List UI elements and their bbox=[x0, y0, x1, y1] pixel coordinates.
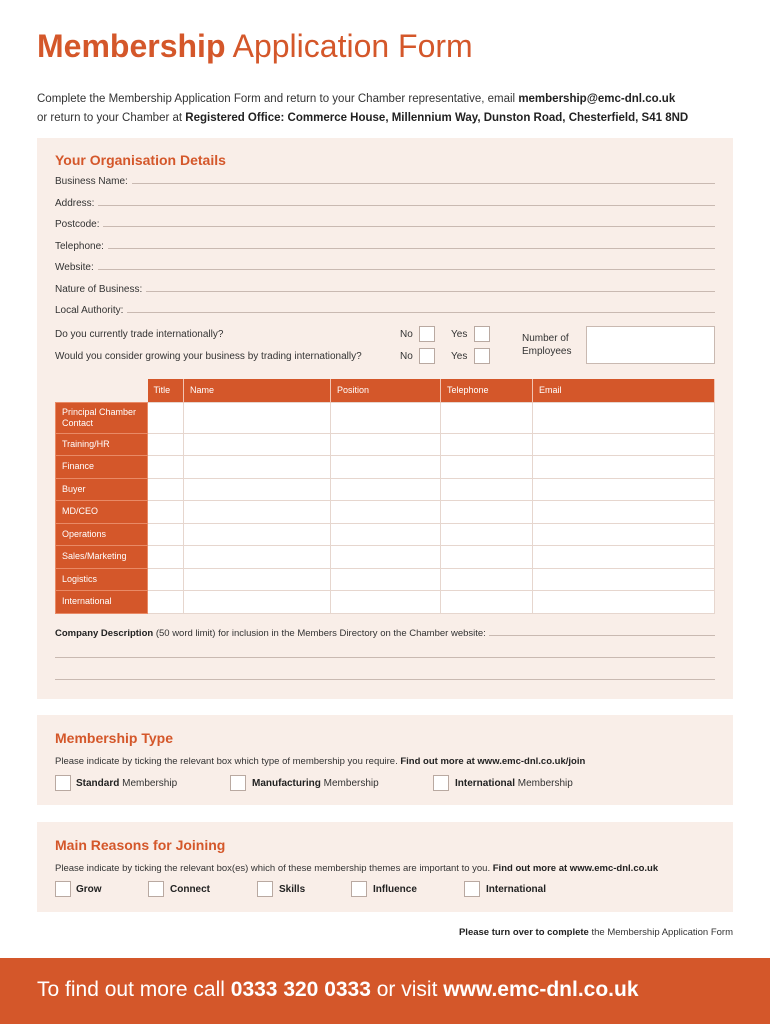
grow-checkbox[interactable] bbox=[55, 881, 71, 897]
company-description-rest: (50 word limit) for inclusion in the Members Directory on the Chamber website: bbox=[153, 628, 486, 639]
telephone-field[interactable] bbox=[55, 241, 715, 252]
company-description-line-3[interactable] bbox=[55, 679, 715, 680]
website-line[interactable] bbox=[98, 269, 715, 270]
standard-membership-checkbox[interactable] bbox=[55, 775, 71, 791]
company-description-line-2[interactable] bbox=[55, 657, 715, 658]
email-cell[interactable] bbox=[533, 456, 715, 479]
column-email: Email bbox=[533, 379, 715, 402]
manufacturing-membership-rest: Membership bbox=[320, 778, 379, 789]
q1-no-checkbox[interactable] bbox=[419, 326, 435, 342]
position-cell[interactable] bbox=[331, 478, 441, 501]
table-row bbox=[56, 546, 715, 569]
email-cell[interactable] bbox=[533, 568, 715, 591]
row-label: Sales/Marketing bbox=[56, 546, 148, 569]
connect-label bbox=[170, 884, 210, 895]
position-cell[interactable] bbox=[331, 402, 441, 433]
membership-join-link[interactable]: Find out more at www.emc-dnl.co.uk/join bbox=[400, 756, 586, 767]
local-authority-field[interactable] bbox=[55, 305, 715, 316]
turn-over-bold: Please turn over to complete bbox=[458, 927, 589, 938]
address-label: Address: bbox=[55, 198, 95, 209]
footer-website-link[interactable]: www.emc-dnl.co.uk bbox=[443, 978, 639, 1001]
nature-of-business-field[interactable] bbox=[55, 284, 715, 295]
email-cell[interactable] bbox=[533, 501, 715, 524]
email-cell[interactable] bbox=[533, 591, 715, 614]
email-cell[interactable] bbox=[533, 546, 715, 569]
position-cell[interactable] bbox=[331, 456, 441, 479]
address-field[interactable] bbox=[55, 198, 715, 209]
membership-type-panel bbox=[37, 715, 733, 805]
business-name-field[interactable] bbox=[55, 176, 715, 187]
column-telephone: Telephone bbox=[441, 379, 533, 402]
telephone-cell[interactable] bbox=[441, 523, 533, 546]
intro-address: Registered Office: Commerce House, Millennium Way, Dunston Road, Chesterfield, S41 8ND bbox=[185, 112, 689, 124]
telephone-label: Telephone: bbox=[55, 241, 104, 252]
email-cell[interactable] bbox=[533, 402, 715, 433]
number-of-employees-label: Number of Employees bbox=[522, 333, 572, 357]
footer-banner bbox=[0, 958, 770, 1024]
table-row bbox=[56, 591, 715, 614]
title-cell[interactable] bbox=[148, 433, 184, 456]
company-description-bold: Company Description bbox=[55, 628, 154, 639]
title-cell[interactable] bbox=[148, 456, 184, 479]
page-title-light: Application Form bbox=[232, 28, 473, 64]
business-name-label: Business Name: bbox=[55, 176, 128, 187]
organisation-heading: Your Organisation Details bbox=[55, 152, 226, 168]
company-description-line-1[interactable] bbox=[489, 635, 715, 636]
standard-membership-label bbox=[76, 778, 177, 789]
grow-label-text: Grow bbox=[76, 884, 102, 895]
header-spacer bbox=[56, 379, 148, 402]
title-cell[interactable] bbox=[148, 478, 184, 501]
telephone-line[interactable] bbox=[108, 248, 715, 249]
page-title-bold: Membership bbox=[37, 28, 226, 64]
q1-yes-checkbox[interactable] bbox=[474, 326, 490, 342]
standard-membership-rest: Membership bbox=[119, 778, 178, 789]
nature-of-business-label: Nature of Business: bbox=[55, 284, 143, 295]
telephone-cell[interactable] bbox=[441, 501, 533, 524]
q1-yes-label: Yes bbox=[451, 329, 468, 340]
name-cell[interactable] bbox=[184, 568, 331, 591]
title-cell[interactable] bbox=[148, 523, 184, 546]
postcode-line[interactable] bbox=[103, 226, 715, 227]
q1-no-label: No bbox=[400, 329, 413, 340]
reasons-note bbox=[55, 863, 658, 874]
business-name-line[interactable] bbox=[132, 183, 715, 184]
row-label: MD/CEO bbox=[56, 501, 148, 524]
company-description-field[interactable] bbox=[55, 628, 715, 639]
q2-yes-label: Yes bbox=[451, 351, 468, 362]
connect-label-text: Connect bbox=[170, 884, 210, 895]
skills-label bbox=[279, 884, 305, 895]
telephone-cell[interactable] bbox=[441, 591, 533, 614]
row-label: Principal Chamber Contact bbox=[56, 402, 148, 433]
telephone-cell[interactable] bbox=[441, 478, 533, 501]
turn-over-note bbox=[459, 927, 733, 938]
table-row bbox=[56, 433, 715, 456]
footer-phone[interactable]: 0333 320 0333 bbox=[230, 978, 371, 1001]
position-cell[interactable] bbox=[331, 591, 441, 614]
q2-yes-checkbox[interactable] bbox=[474, 348, 490, 364]
influence-checkbox[interactable] bbox=[351, 881, 367, 897]
table-row bbox=[56, 501, 715, 524]
email-cell[interactable] bbox=[533, 523, 715, 546]
name-cell[interactable] bbox=[184, 546, 331, 569]
standard-membership-bold: Standard bbox=[76, 778, 120, 789]
international-membership-label bbox=[455, 778, 573, 789]
connect-checkbox[interactable] bbox=[148, 881, 164, 897]
row-label: Operations bbox=[56, 523, 148, 546]
international-membership-rest: Membership bbox=[515, 778, 573, 789]
title-cell[interactable] bbox=[148, 591, 184, 614]
contacts-table bbox=[55, 379, 715, 614]
website-label: Website: bbox=[55, 262, 94, 273]
international-membership-checkbox[interactable] bbox=[433, 775, 449, 791]
name-cell[interactable] bbox=[184, 402, 331, 433]
membership-type-heading: Membership Type bbox=[55, 730, 173, 746]
telephone-cell[interactable] bbox=[441, 433, 533, 456]
row-label: International bbox=[56, 591, 148, 614]
position-cell[interactable] bbox=[331, 501, 441, 524]
international-membership-bold: International bbox=[455, 778, 516, 789]
grow-internationally-question: Would you consider growing your business by trading internationally? bbox=[55, 351, 362, 362]
intro-line2: or return to your Chamber at bbox=[37, 112, 186, 124]
manufacturing-membership-checkbox[interactable] bbox=[230, 775, 246, 791]
name-cell[interactable] bbox=[184, 591, 331, 614]
title-cell[interactable] bbox=[148, 402, 184, 433]
international-checkbox[interactable] bbox=[464, 881, 480, 897]
row-label: Logistics bbox=[56, 568, 148, 591]
name-cell[interactable] bbox=[184, 456, 331, 479]
name-cell[interactable] bbox=[184, 433, 331, 456]
website-field[interactable] bbox=[55, 262, 715, 273]
table-row bbox=[56, 402, 715, 433]
grow-label bbox=[76, 884, 102, 895]
table-row bbox=[56, 456, 715, 479]
footer-prefix: To find out more call bbox=[37, 978, 231, 1001]
contacts-header-row bbox=[56, 379, 715, 402]
telephone-cell[interactable] bbox=[441, 402, 533, 433]
column-title: Title bbox=[148, 379, 184, 402]
row-label: Finance bbox=[56, 456, 148, 479]
table-row bbox=[56, 523, 715, 546]
influence-label bbox=[373, 884, 417, 895]
international-label bbox=[486, 884, 546, 895]
email-cell[interactable] bbox=[533, 433, 715, 456]
column-position: Position bbox=[331, 379, 441, 402]
position-cell[interactable] bbox=[331, 433, 441, 456]
page-title bbox=[37, 28, 473, 65]
membership-note-text: Please indicate by ticking the relevant box which type of membership you require. bbox=[55, 756, 401, 767]
number-of-employees-input[interactable] bbox=[586, 326, 715, 364]
position-cell[interactable] bbox=[331, 523, 441, 546]
reasons-panel bbox=[37, 822, 733, 912]
manufacturing-membership-label bbox=[252, 778, 379, 789]
table-row bbox=[56, 478, 715, 501]
title-cell[interactable] bbox=[148, 546, 184, 569]
telephone-cell[interactable] bbox=[441, 456, 533, 479]
title-cell[interactable] bbox=[148, 568, 184, 591]
title-cell[interactable] bbox=[148, 501, 184, 524]
row-label: Training/HR bbox=[56, 433, 148, 456]
column-name: Name bbox=[184, 379, 331, 402]
postcode-field[interactable] bbox=[55, 219, 715, 230]
local-authority-line[interactable] bbox=[127, 312, 715, 313]
q2-no-label: No bbox=[400, 351, 413, 362]
row-label: Buyer bbox=[56, 478, 148, 501]
nature-of-business-line[interactable] bbox=[146, 291, 715, 292]
position-cell[interactable] bbox=[331, 546, 441, 569]
reasons-note-text: Please indicate by ticking the relevant box(es) which of these membership themes are important to you. bbox=[55, 863, 493, 874]
trade-internationally-question: Do you currently trade internationally? bbox=[55, 329, 224, 340]
name-cell[interactable] bbox=[184, 523, 331, 546]
organisation-details-panel bbox=[37, 138, 733, 699]
footer-text bbox=[37, 978, 639, 1002]
influence-label-text: Influence bbox=[373, 884, 417, 895]
address-line[interactable] bbox=[98, 205, 715, 206]
intro-email-link[interactable]: membership@emc-dnl.co.uk bbox=[518, 93, 676, 105]
intro-line1: Complete the Membership Application Form and return to your Chamber representative, email bbox=[37, 93, 519, 105]
turn-over-rest: the Membership Application Form bbox=[588, 927, 733, 938]
email-cell[interactable] bbox=[533, 478, 715, 501]
intro-text bbox=[37, 90, 737, 128]
postcode-label: Postcode: bbox=[55, 219, 100, 230]
membership-note bbox=[55, 756, 585, 767]
position-cell[interactable] bbox=[331, 568, 441, 591]
company-description-label bbox=[55, 628, 486, 639]
manufacturing-membership-bold: Manufacturing bbox=[252, 778, 321, 789]
telephone-cell[interactable] bbox=[441, 568, 533, 591]
footer-middle: or visit bbox=[370, 978, 444, 1001]
international-label-text: International bbox=[486, 884, 547, 895]
skills-label-text: Skills bbox=[279, 884, 306, 895]
reasons-website-link[interactable]: Find out more at www.emc-dnl.co.uk bbox=[492, 863, 659, 874]
local-authority-label: Local Authority: bbox=[55, 305, 124, 316]
telephone-cell[interactable] bbox=[441, 546, 533, 569]
reasons-heading: Main Reasons for Joining bbox=[55, 837, 226, 853]
table-row bbox=[56, 568, 715, 591]
name-cell[interactable] bbox=[184, 501, 331, 524]
skills-checkbox[interactable] bbox=[257, 881, 273, 897]
name-cell[interactable] bbox=[184, 478, 331, 501]
q2-no-checkbox[interactable] bbox=[419, 348, 435, 364]
